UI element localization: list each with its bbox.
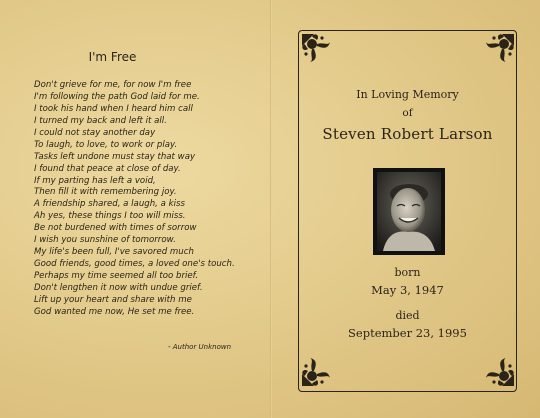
poem-line: If my parting has left a void, <box>34 175 156 186</box>
poem-line: I found that peace at close of day. <box>34 163 181 174</box>
of-text: of <box>402 107 413 119</box>
fleur-corner-icon <box>300 32 334 66</box>
fleur-corner-icon <box>482 354 516 388</box>
poem-line: To laugh, to love, to work or play. <box>34 139 178 150</box>
poem-line: I turned my back and left it all. <box>34 115 167 126</box>
fleur-corner-icon <box>482 32 516 66</box>
died-date: September 23, 1995 <box>348 326 467 340</box>
poem-line: God wanted me now, He set me free. <box>34 306 195 317</box>
deceased-name: Steven Robert Larson <box>322 125 493 143</box>
poem-line: Then fill it with remembering joy. <box>34 187 177 198</box>
died-label: died <box>395 309 420 322</box>
poem-title: I'm Free <box>88 50 137 64</box>
poem-line: I'm following the path God laid for me. <box>34 91 200 102</box>
poem-line: I took his hand when I heard him call <box>34 103 193 114</box>
in-loving-memory-heading: In Loving Memory <box>356 88 459 101</box>
poem-line: I wish you sunshine of tomorrow. <box>34 235 176 246</box>
born-label: born <box>394 266 421 279</box>
poem-line: My life's been full, I've savored much <box>34 247 194 258</box>
poem-line: A friendship shared, a laugh, a kiss <box>34 199 185 210</box>
poem-author: - Author Unknown <box>168 343 232 351</box>
poem-line: I could not stay another day <box>34 127 156 138</box>
poem-line: Tasks left undone must stay that way <box>34 151 196 162</box>
poem-line: Don't lengthen it now with undue grief. <box>34 282 203 293</box>
poem-text <box>34 80 264 319</box>
poem-line: Be not burdened with times of sorrow <box>34 223 197 234</box>
fleur-corner-icon <box>300 354 334 388</box>
poem-line: Good friends, good times, a loved one's touch. <box>34 259 235 270</box>
poem-line: Lift up your heart and share with me <box>34 294 192 305</box>
poem-line: Perhaps my time seemed all too brief. <box>34 271 199 281</box>
portrait-photo <box>373 168 445 255</box>
born-date: May 3, 1947 <box>371 283 444 297</box>
poem-line: Ah yes, these things I too will miss. <box>34 211 186 222</box>
poem-line: Don't grieve for me, for now I'm free <box>34 80 192 90</box>
fold-line <box>270 0 272 418</box>
